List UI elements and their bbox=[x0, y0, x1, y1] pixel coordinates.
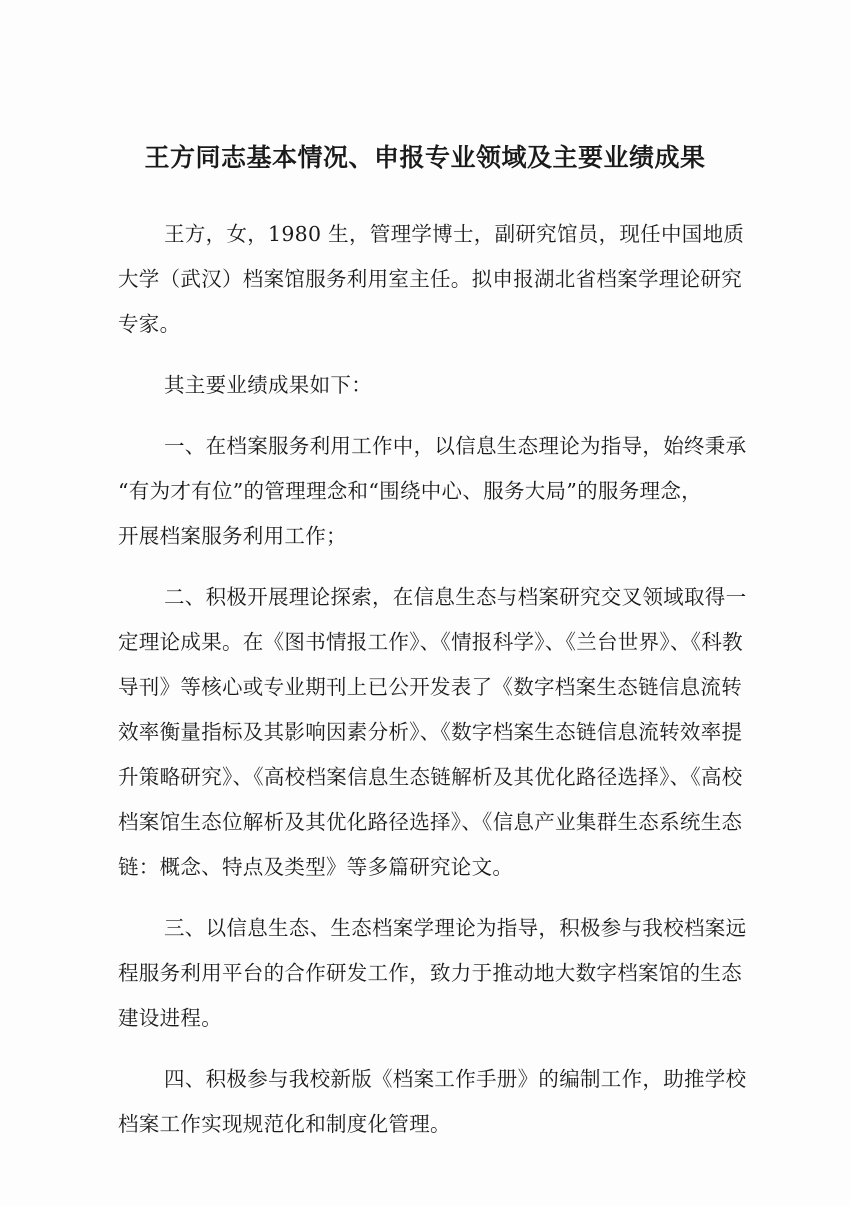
paragraph-item-1 bbox=[118, 424, 747, 559]
document-title: 王方同志基本情况、申报专业领域及主要业绩成果 bbox=[144, 143, 706, 172]
paragraph-line: 升策略研究》、《高校档案信息生态链解析及其优化路径选择》、《高校 bbox=[118, 765, 743, 789]
paragraph-line: 定理论成果。在《图书情报工作》、《情报科学》、《兰台世界》、《科教 bbox=[118, 630, 743, 654]
paragraph-line: 效率衡量指标及其影响因素分析》、《数字档案生态链信息流转效率提 bbox=[118, 720, 743, 744]
paragraph-line: 建设进程。 bbox=[118, 1006, 222, 1030]
paragraph-line: 档案工作实现规范化和制度化管理。 bbox=[118, 1112, 451, 1136]
paragraph-line: 导刊》等核心或专业期刊上已公开发表了《数字档案生态链信息流转 bbox=[118, 675, 742, 699]
paragraph-line: 三、以信息生态、生态档案学理论为指导，积极参与我校档案远 bbox=[164, 916, 747, 940]
paragraph-line: 专家。 bbox=[118, 312, 181, 336]
paragraph-item-4 bbox=[118, 1057, 747, 1147]
paragraph-line: 一、在档案服务利用工作中，以信息生态理论为指导，始终秉承 bbox=[164, 434, 747, 458]
paragraph-item-3 bbox=[118, 906, 747, 1041]
paragraph-achievements-intro bbox=[118, 363, 718, 408]
paragraph-line: 二、积极开展理论探索，在信息生态与档案研究交叉领域取得一 bbox=[164, 585, 747, 609]
paragraph-line: 四、积极参与我校新版《档案工作手册》的编制工作，助推学校 bbox=[164, 1067, 747, 1091]
paragraph-line: 开展档案服务利用工作； bbox=[118, 524, 347, 548]
paragraph-line: “有为才有位”的管理理念和“围绕中心、服务大局”的服务理念， bbox=[118, 479, 702, 503]
paragraph-basic-info bbox=[118, 212, 745, 347]
paragraph-line: 其主要业绩成果如下： bbox=[164, 373, 372, 397]
paragraph-line: 档案馆生态位解析及其优化路径选择》、《信息产业集群生态系统生态 bbox=[118, 810, 743, 834]
paragraph-line: 王方，女，1980 生，管理学博士，副研究馆员，现任中国地质 bbox=[164, 222, 745, 246]
paragraph-line: 程服务利用平台的合作研发工作，致力于推动地大数字档案馆的生态 bbox=[118, 961, 742, 985]
paragraph-line: 链：概念、特点及类型》等多篇研究论文。 bbox=[118, 855, 514, 879]
paragraph-line: 大学（武汉）档案馆服务利用室主任。拟申报湖北省档案学理论研究 bbox=[118, 267, 742, 291]
document-body bbox=[118, 212, 747, 1163]
paragraph-item-2 bbox=[118, 575, 747, 890]
